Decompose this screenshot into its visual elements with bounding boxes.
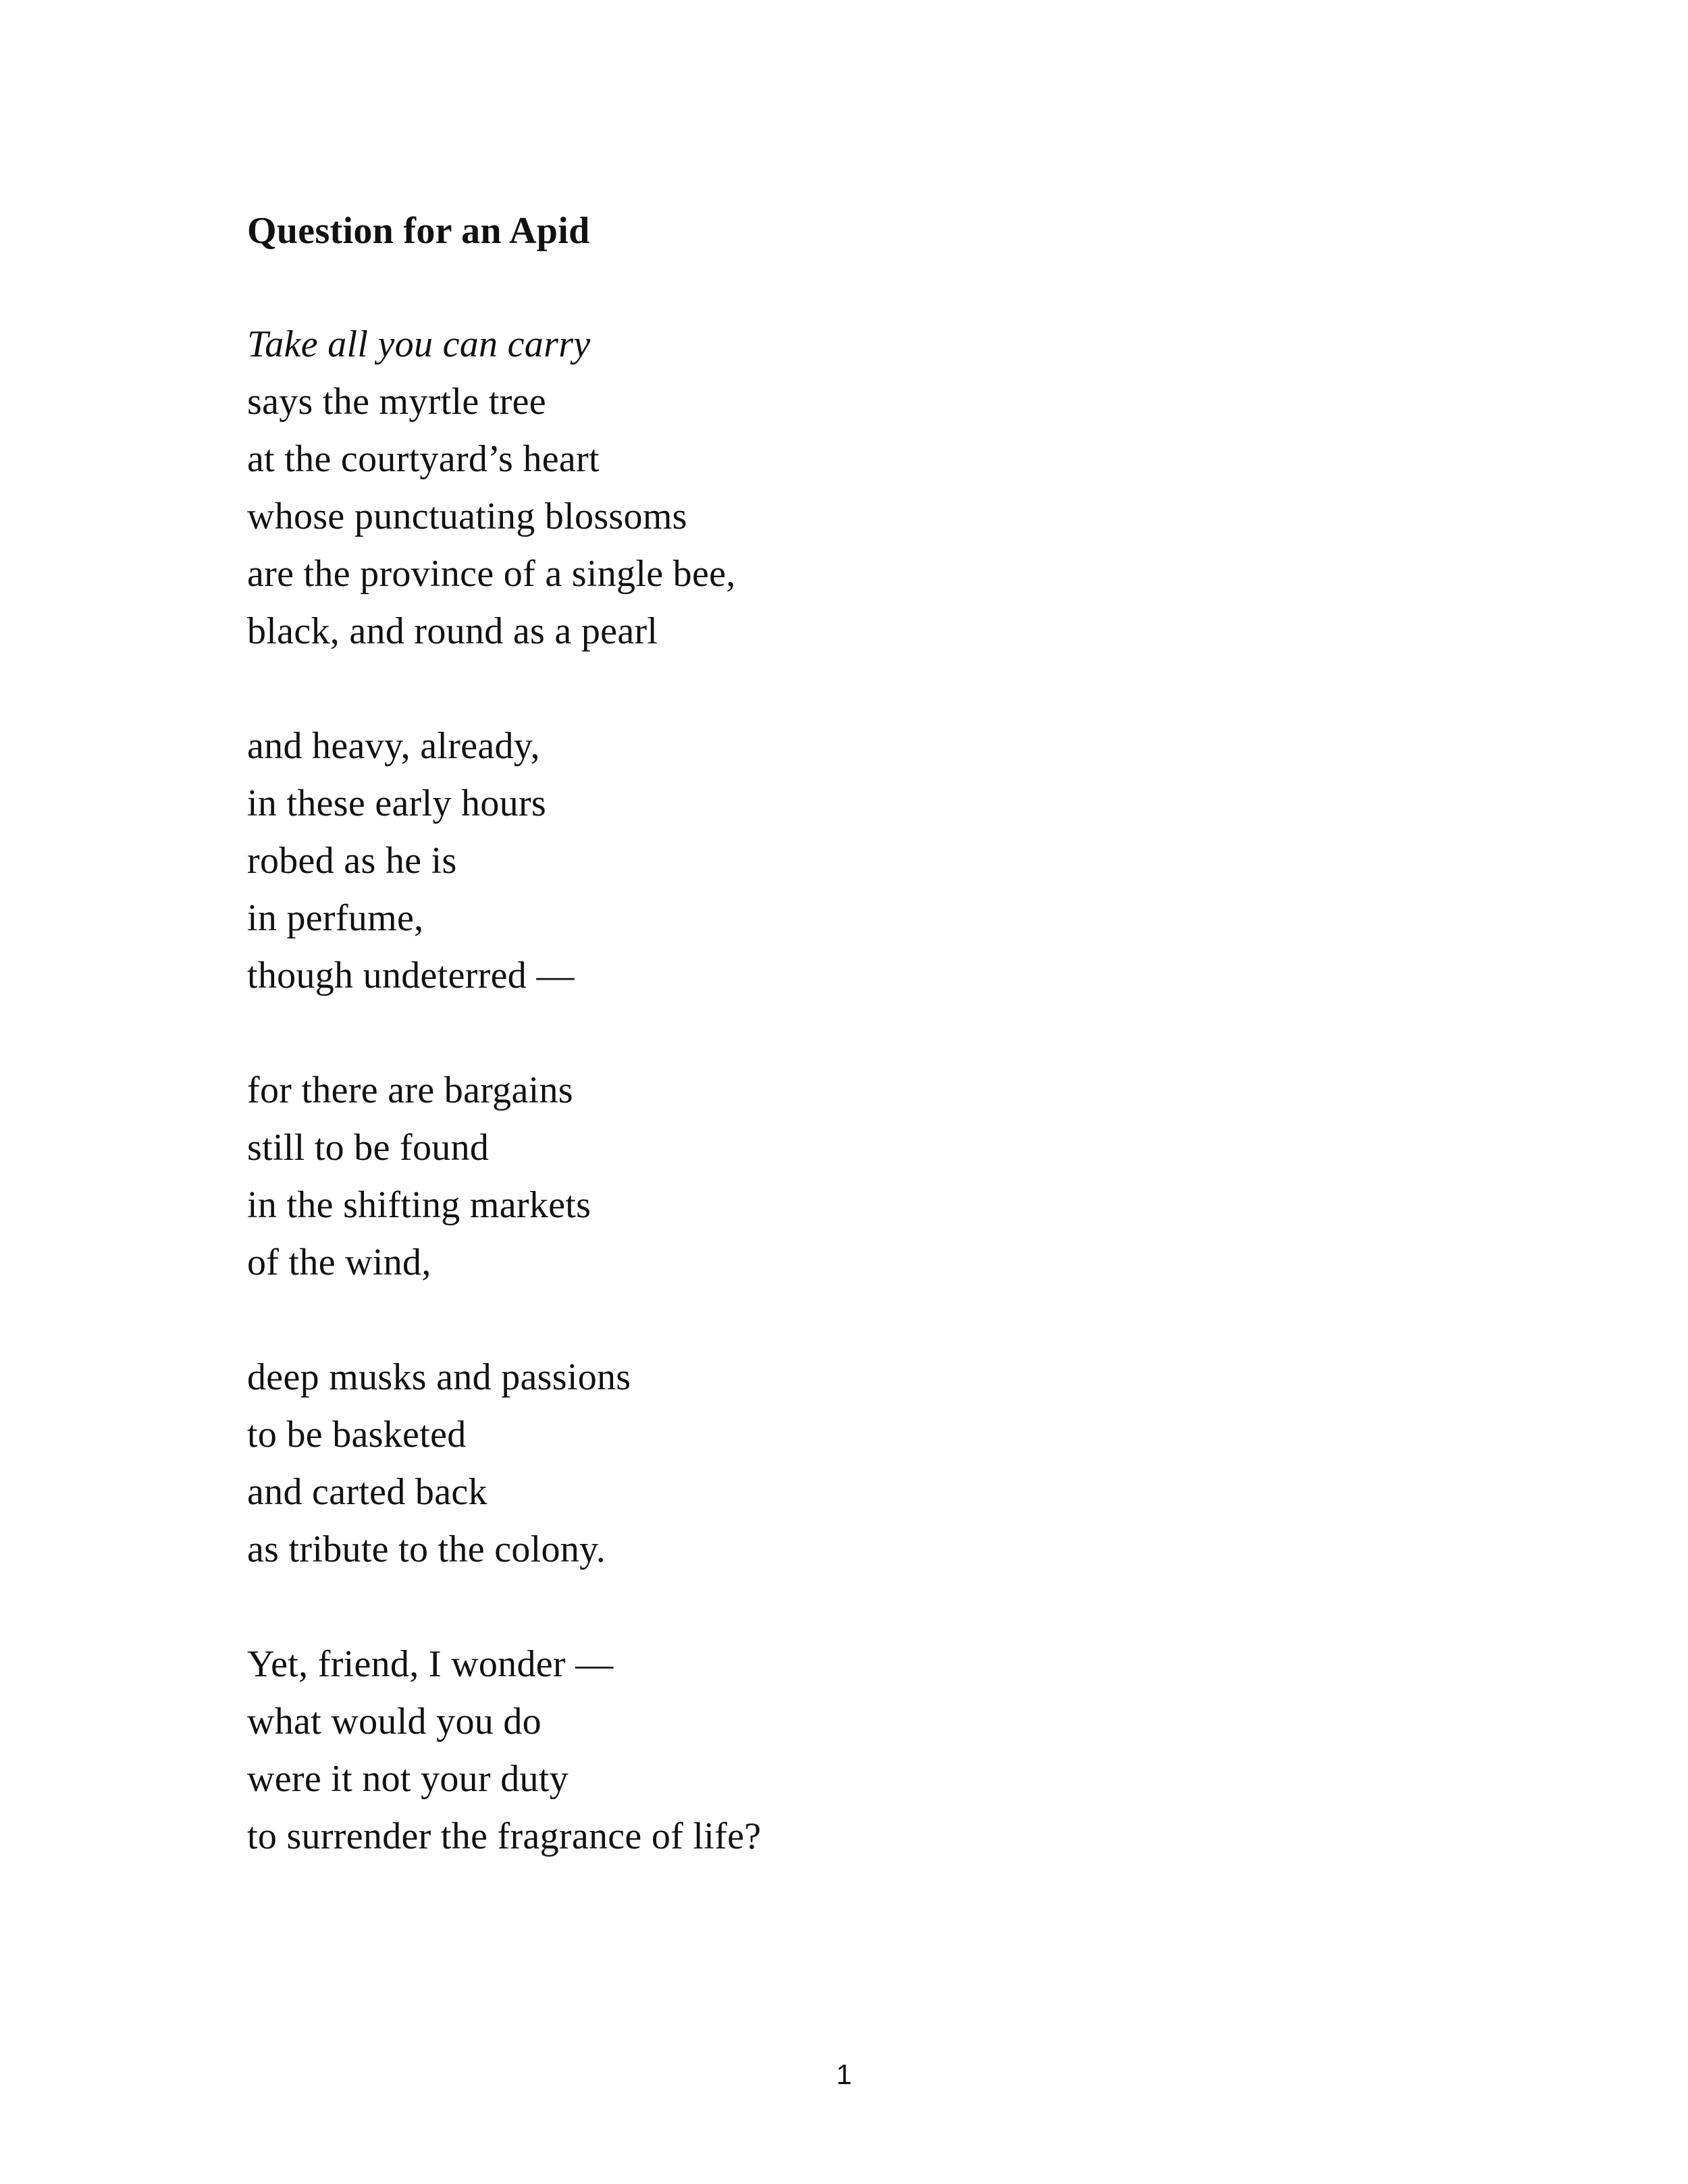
page-number: 1 [836, 2058, 852, 2090]
poem-line: are the province of a single bee, [247, 553, 736, 595]
poem-line: were it not your duty [247, 1758, 569, 1800]
poem-line: says the myrtle tree [247, 381, 546, 423]
poem-line: to be basketed [247, 1414, 467, 1456]
poem-line: as tribute to the colony. [247, 1528, 606, 1570]
stanza-1 [247, 316, 1462, 660]
poem-line: in perfume, [247, 897, 424, 939]
poem-line: whose punctuating blossoms [247, 496, 687, 537]
poem-line: Yet, friend, I wonder — [247, 1643, 614, 1685]
stanza-2 [247, 718, 1462, 1005]
poem-line: though undeterred — [247, 955, 575, 996]
poem-line: deep musks and passions [247, 1356, 631, 1398]
poem-line: robed as he is [247, 840, 457, 882]
stanza-4 [247, 1349, 1462, 1578]
poem-line: what would you do [247, 1701, 542, 1742]
poem-line: in these early hours [247, 782, 546, 824]
poem-line: still to be found [247, 1127, 490, 1169]
poem-line: in the shifting markets [247, 1184, 591, 1226]
poem-line: and heavy, already, [247, 725, 540, 767]
poem-line: for there are bargains [247, 1069, 573, 1111]
poem-line: at the courtyard’s heart [247, 438, 600, 480]
poem-title: Question for an Apid [247, 210, 590, 252]
stanza-5 [247, 1636, 1462, 1865]
stanza-3 [247, 1062, 1462, 1291]
poem-line: Take all you can carry [247, 323, 591, 365]
poem-line: black, and round as a pearl [247, 610, 658, 652]
poem [247, 203, 1462, 1923]
poem-line: of the wind, [247, 1242, 431, 1283]
poem-line: and carted back [247, 1471, 487, 1513]
poem-line: to surrender the fragrance of life? [247, 1815, 762, 1857]
